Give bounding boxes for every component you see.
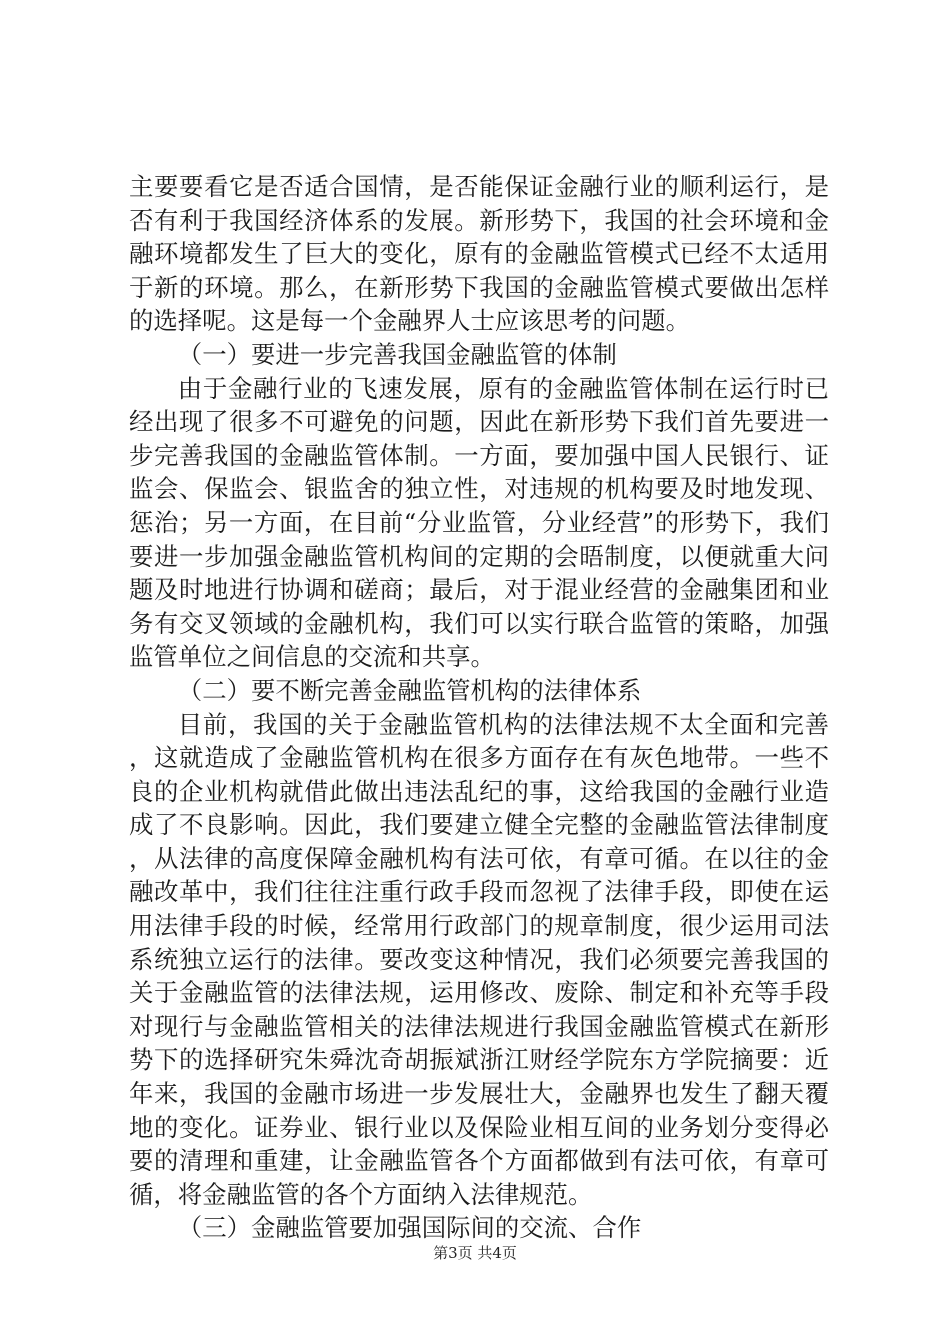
section-heading-3: （三）金融监管要加强国际间的交流、合作 bbox=[177, 1213, 642, 1243]
section-heading-1: （一）要进一步完善我国金融监管的体制 bbox=[177, 339, 617, 369]
paragraph-section-2: 目前，我国的关于金融监管机构的法律法规不太全面和完善，这就造成了金融监管机构在很多方面存在有灰色地带。一些不良的企业机构就借此做出违法乱纪的事，这给我国的金融行业造成了不良影响。因此，我们要建立健全完整的金融监管法律制度，从法律的高度保障金融机构有法可依，有章可循。在以往的金融改革中，我们往往注重行政手段而忽视了法律手段，即使在运用法律手段的时候，经常用行政部门的规章制度，很少运用司法系统独立运行的法律。要改变这种情况，我们必须要完善我国的关于金融监管的法律法规，运用修改、废除、制定和补充等手段对现行与金融监管相关的法律法规进行我国金融监管模式在新形势下的选择研究朱舜沈奇胡振斌浙江财经学院东方学院摘要：近年来，我国的金融市场进一步发展壮大，金融界也发生了翻天覆地的变化。证券业、银行业以及保险业相互间的业务划分变得必要的清理和重建，让金融监管各个方面都做到有法可依，有章可循，将金融监管的各个方面纳入法律规范。 bbox=[129, 709, 829, 1209]
section-heading-2: （二）要不断完善金融监管机构的法律体系 bbox=[177, 675, 642, 705]
paragraph-section-1: 由于金融行业的飞速发展，原有的金融监管体制在运行时已经出现了很多不可避免的问题，因此在新形势下我们首先要进一步完善我国的金融监管体制。一方面，要加强中国人民银行、证监会、保监会、银监舍的独立性，对违规的机构要及时地发现、惩治；另一方面，在目前“分业监管，分业经营”的形势下，我们要进一步加强金融监管机构间的定期的会晤制度，以便就重大问题及时地进行协调和磋商；最后，对于混业经营的金融集团和业务有交叉领域的金融机构，我们可以实行联合监管的策略，加强监管单位之间信息的交流和共享。 bbox=[129, 373, 829, 672]
paragraph-intro: 主要要看它是否适合国情，是否能保证金融行业的顺利运行，是否有利于我国经济体系的发展。新形势下，我国的社会环境和金融环境都发生了巨大的变化，原有的金融监管模式已经不太适用于新的环境。那么，在新形势下我国的金融监管模式要做出怎样的选择呢。这是每一个金融界人士应该思考的问题。 bbox=[129, 172, 829, 336]
page-number-footer: 第3页 共4页 bbox=[433, 1244, 517, 1262]
document-body bbox=[129, 170, 829, 1245]
